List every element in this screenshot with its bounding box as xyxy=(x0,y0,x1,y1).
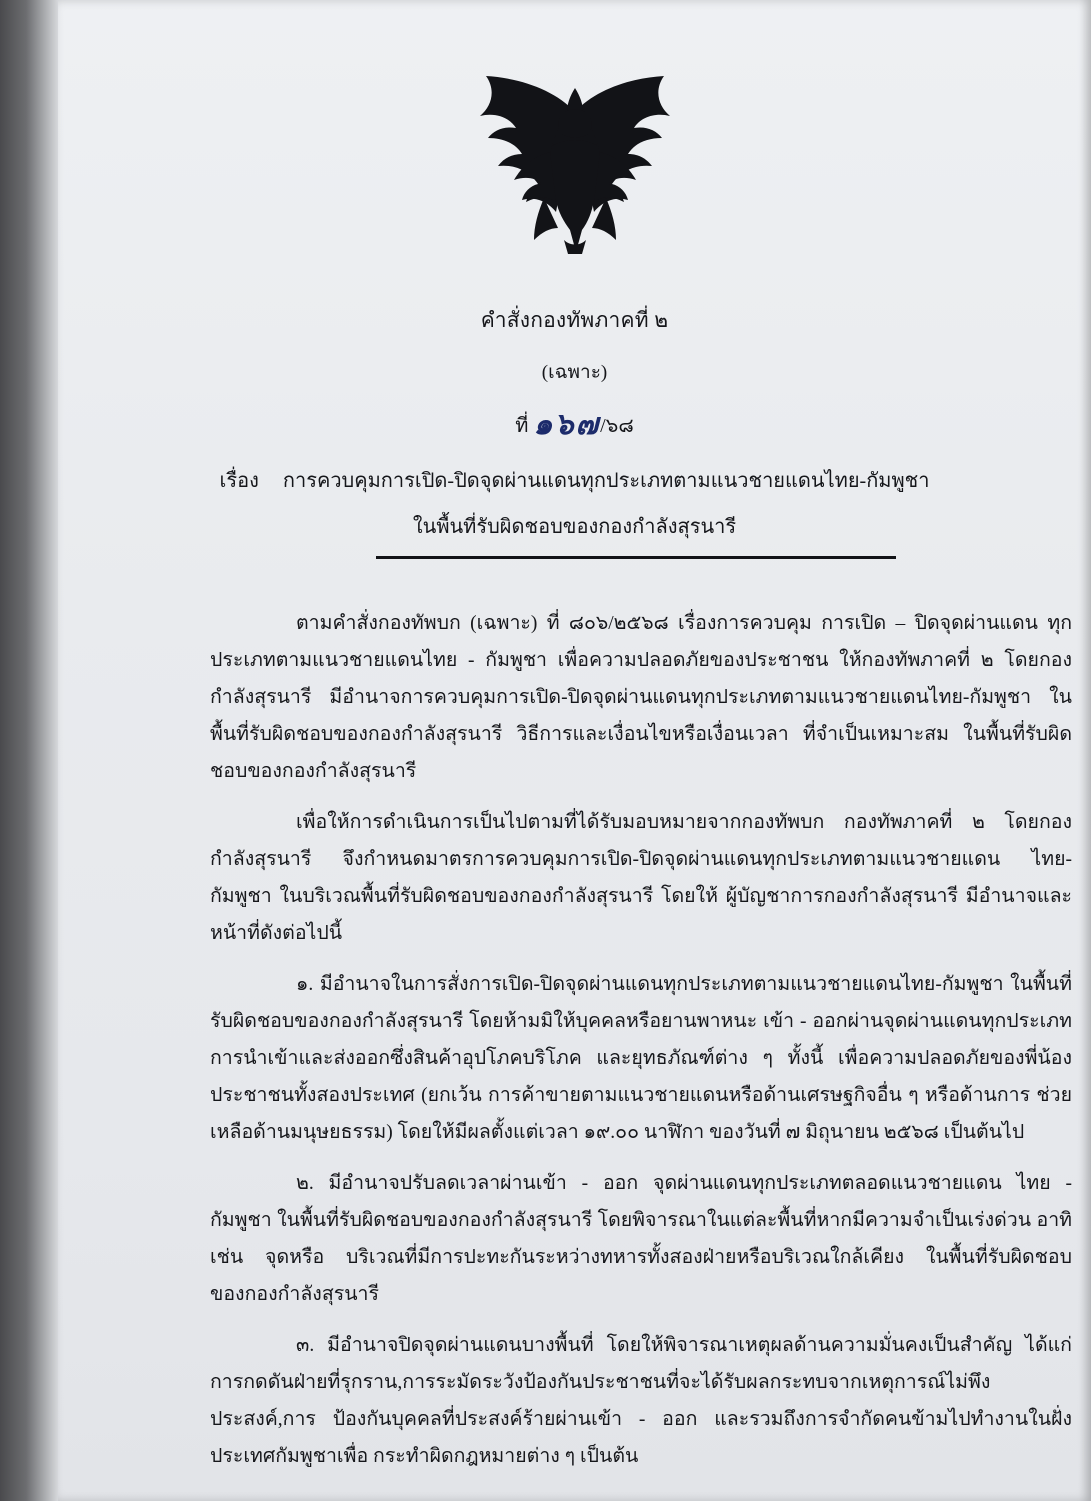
paragraph: ๒. มีอำนาจปรับลดเวลาผ่านเข้า - ออก จุดผ่านแดนทุกประเภทตลอดแนวชายแดน ไทย - กัมพูชา ในพื้นที่รับผิดชอบของกองกำลังสุรนารี โดยพิจารณาในแต่ละพื้นที่หากมีความจำเป็นเร่งด่วน อาทิเช่น จุดหรือ บริเวณที่มีการปะทะกันระหว่างทหารทั้งสองฝ่ายหรือบริเวณใกล้เคียง ในพื้นที่รับผิดชอบของกองกำลังสุรนารี xyxy=(210,1173,1072,1305)
order-number-handwritten: ๑๖๗ xyxy=(533,406,601,442)
paragraph: ๑. มีอำนาจในการสั่งการเปิด-ปิดจุดผ่านแดนทุกประเภทตามแนวชายแดนไทย-กัมพูชา ในพื้นที่ รับผิดชอบของกองกำลังสุรนารี โดยห้ามมิให้บุคคลหรือยานพาหนะ เข้า - ออกผ่านจุดผ่านแดนทุกประเภท การนำเข้าและส่งออกซึ่งสินค้าอุปโภคบริโภค และยุทธภัณฑ์ต่าง ๆ ทั้งนี้ เพื่อความปลอดภัยของพี่น้อง ประชาชนทั้งสองประเทศ (ยกเว้น การค้าขายตามแนวชายแดนหรือด้านเศรษฐกิจอื่น ๆ หรือด้านการ ช่วยเหลือด้านมนุษยธรรม) โดยให้มีผลตั้งแต่เวลา ๑๙.๐๐ นาฬิกา ของวันที่ ๗ มิถุนายน ๒๕๖๘ เป็นต้นไป xyxy=(210,974,1072,1143)
subject-text: การควบคุมการเปิด-ปิดจุดผ่านแดนทุกประเภทตามแนวชายแดนไทย-กัมพูชา xyxy=(282,469,930,492)
order-number-label: ที่ xyxy=(515,414,529,437)
order-number-line xyxy=(58,401,1091,448)
paper-sheet xyxy=(58,0,1091,1501)
title-block xyxy=(58,305,1091,542)
horizontal-divider xyxy=(376,556,896,559)
subject-label: เรื่อง xyxy=(219,469,259,492)
paragraph: ๓. มีอำนาจปิดจุดผ่านแดนบางพื้นที่ โดยให้พิจารณาเหตุผลด้านความมั่นคงเป็นสำคัญ ได้แก่ การกดดันฝ่ายที่รุกราน,การระมัดระวังป้องกันประชาชนที่จะได้รับผลกระทบจากเหตุการณ์ไม่พึงประสงค์,การ ป้องกันบุคคลที่ประสงค์ร้ายผ่านเข้า - ออก และรวมถึงการจำกัดคนข้ามไปทำงานในฝั่งประเทศกัมพูชาเพื่อ กระทำผิดกฎหมายต่าง ๆ เป็นต้น xyxy=(210,1335,1072,1467)
paragraph: ตามคำสั่งกองทัพบก (เฉพาะ) ที่ ๘๐๖/๒๕๖๘ เรื่องการควบคุม การเปิด – ปิดจุดผ่านแดน ทุกประเภทตามแนวชายแดนไทย - กัมพูชา เพื่อความปลอดภัยของประชาชน ให้กองทัพภาคที่ ๒ โดยกองกำลังสุรนารี มีอำนาจการควบคุมการเปิด-ปิดจุดผ่านแดนทุกประเภทตามแนวชายแดนไทย-กัมพูชา ในพื้นที่รับผิดชอบของกองกำลังสุรนารี วิธีการและเงื่อนไขหรือเงื่อนเวลา ที่จำเป็นเหมาะสม ในพื้นที่รับผิดชอบของกองกำลังสุรนารี xyxy=(210,613,1072,782)
header-title: คำสั่งกองทัพภาคที่ ๒ xyxy=(480,308,669,332)
order-number-suffix: /๖๘ xyxy=(600,414,634,437)
header-scope: (เฉพาะ) xyxy=(541,361,608,383)
subject-line-2: ในพื้นที่รับผิดชอบของกองกำลังสุรนารี xyxy=(412,515,737,538)
garuda-emblem xyxy=(58,72,1091,262)
subject-line-1 xyxy=(58,464,1091,496)
document-body xyxy=(210,605,1072,1475)
paragraph: เพื่อให้การดำเนินการเป็นไปตามที่ได้รับมอบหมายจากกองทัพบก กองทัพภาคที่ ๒ โดยกองกำลังสุรนารี จึงกำหนดมาตรการควบคุมการเปิด-ปิดจุดผ่านแดนทุกประเภทตามแนวชายแดน ไทย-กัมพูชา ในบริเวณพื้นที่รับผิดชอบของกองกำลังสุรนารี โดยให้ ผู้บัญชาการกองกำลังสุรนารี มีอำนาจและหน้าที่ดังต่อไปนี้ xyxy=(210,812,1072,944)
